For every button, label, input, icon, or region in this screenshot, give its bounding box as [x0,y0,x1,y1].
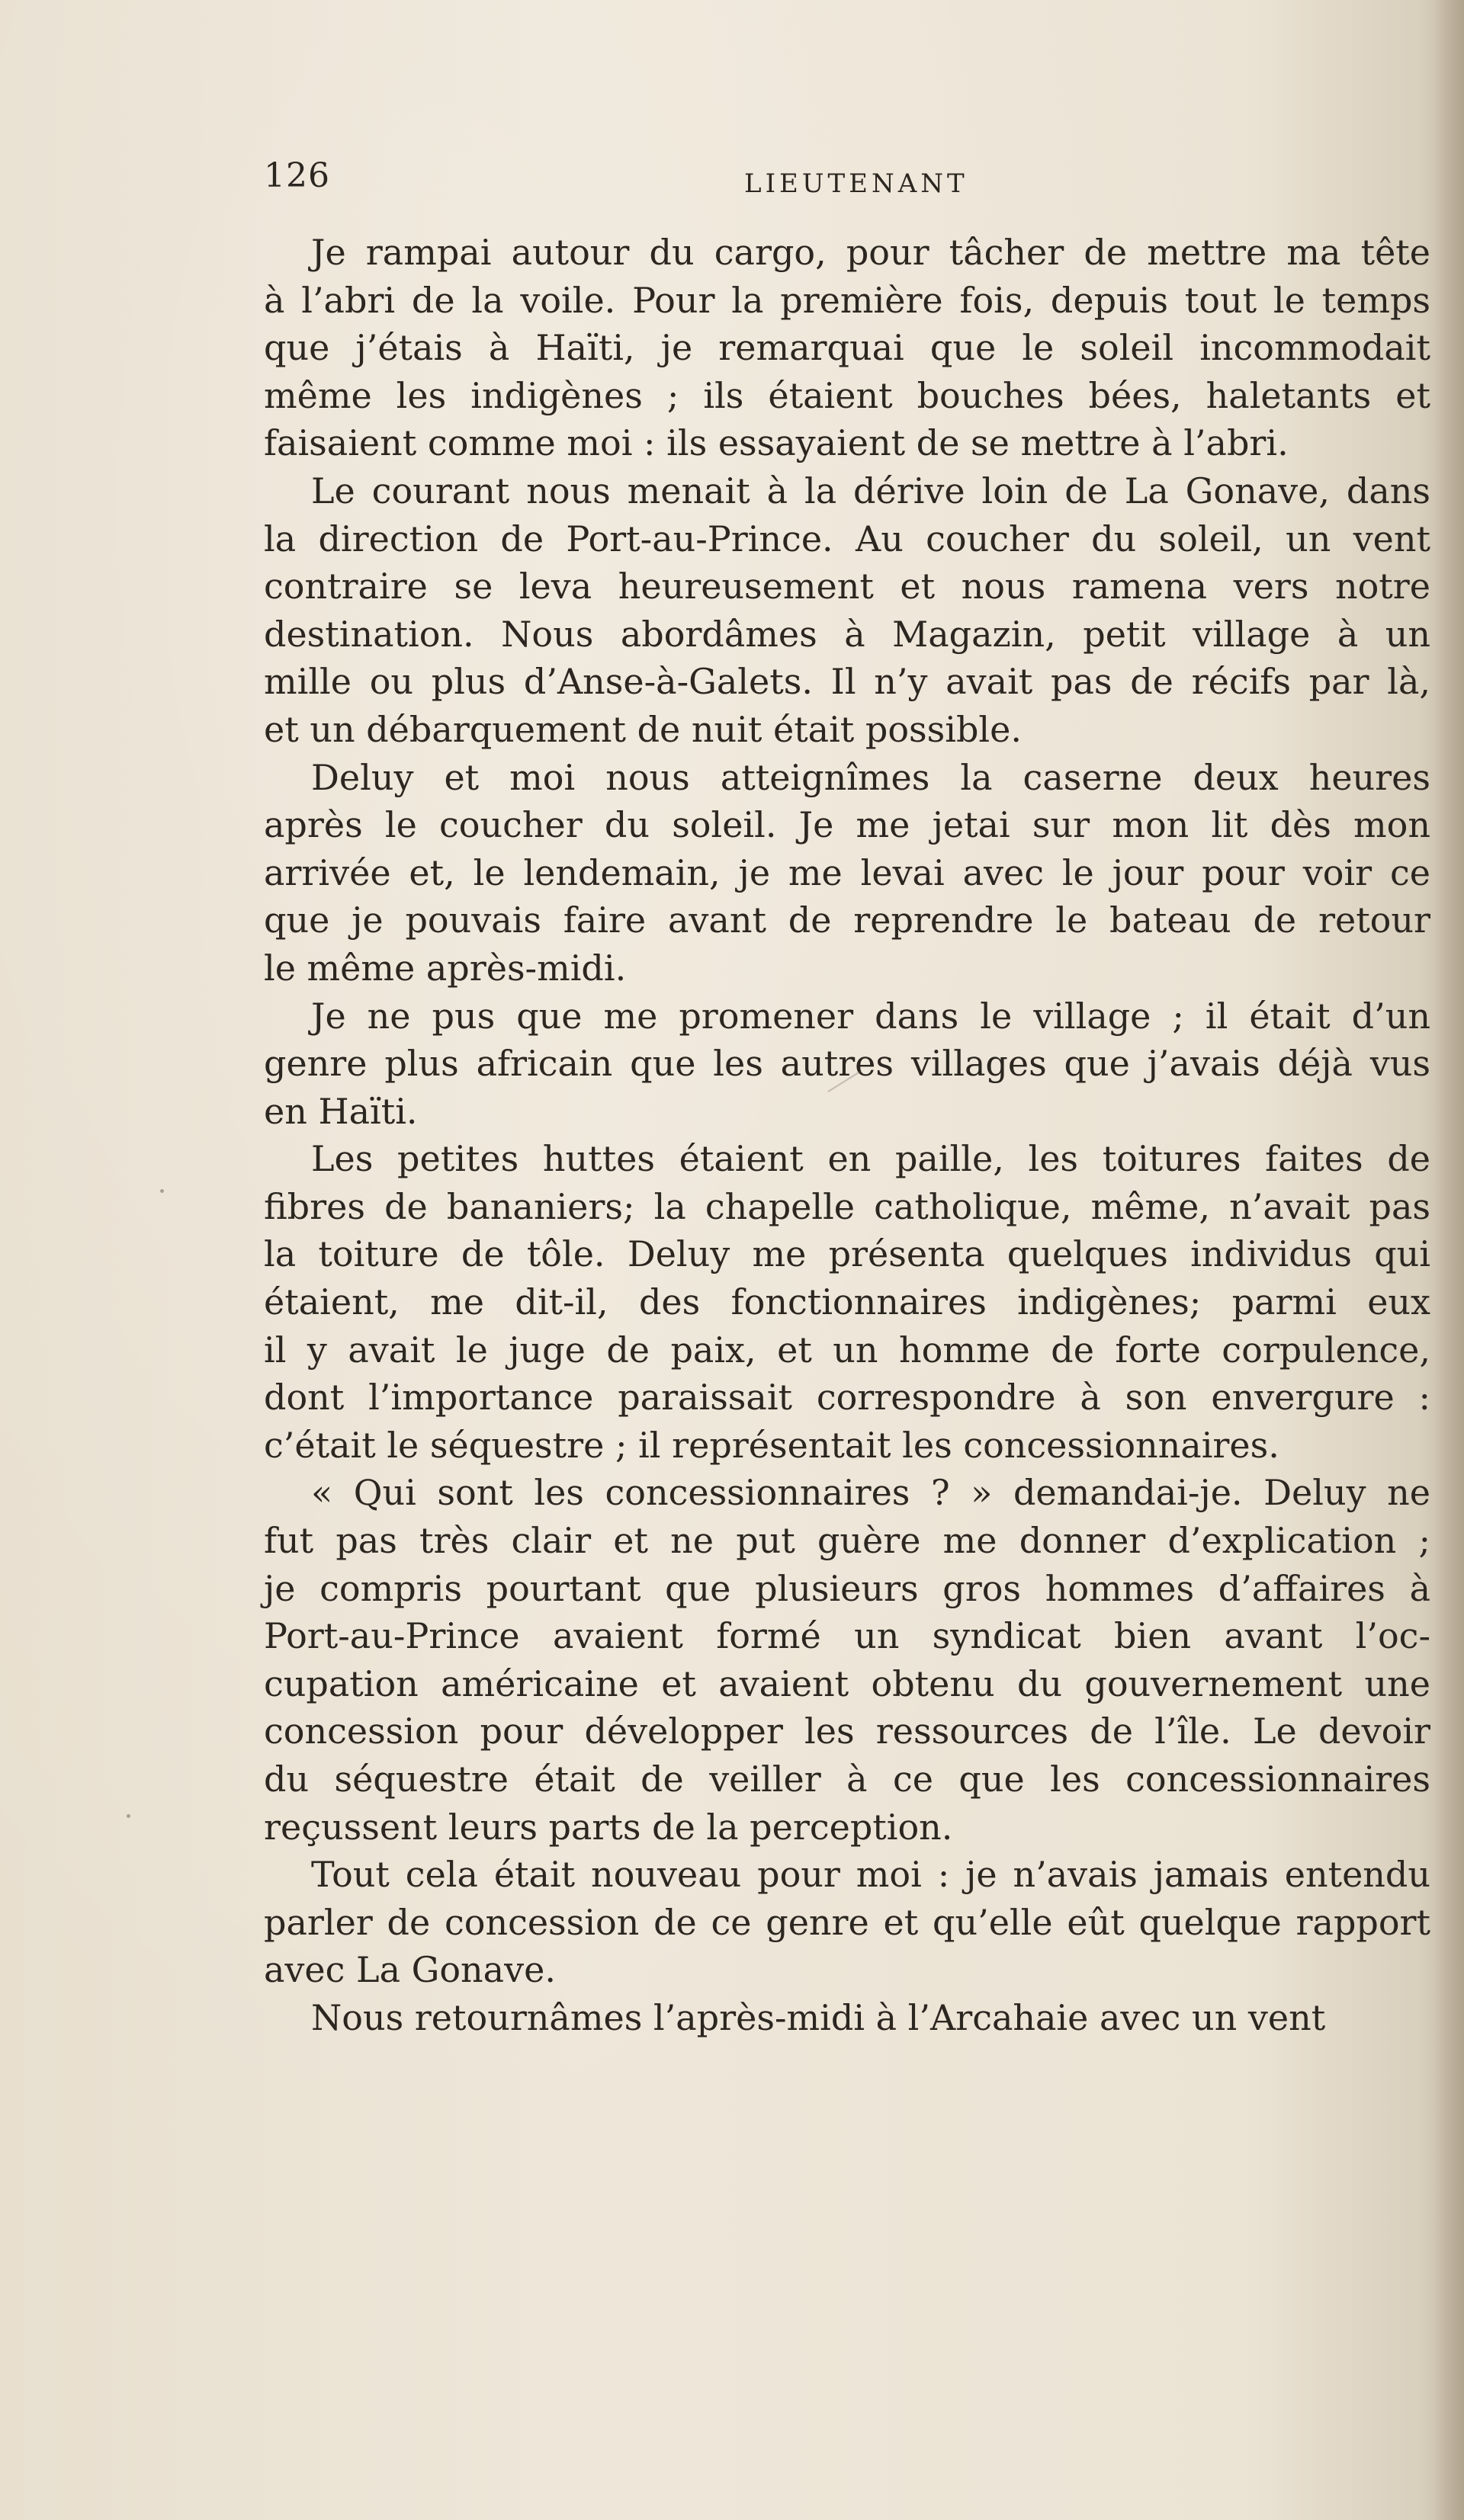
text-line: que je pouvais faire avant de reprendre le bateau de retour [264,899,1430,941]
text-line: du séquestre était de veiller à ce que les concessionnaires [264,1759,1430,1800]
text-line: étaient, me dit-il, des fonctionnaires indigènes; parmi eux [264,1281,1430,1323]
text-line: contraire se leva heureusement et nous ramena vers notre [264,566,1430,608]
text-line: genre plus africain que les autres villages que j’avais déjà vus [264,1043,1430,1085]
text-line: faisaient comme moi : ils essayaient de se mettre à l’abri. [264,422,1289,464]
text-line: la toiture de tôle. Deluy me présenta quelques individus qui [264,1233,1430,1275]
text-line: et un débarquement de nuit était possible. [264,708,1022,750]
text-line: Tout cela était nouveau pour moi : je n’avais jamais entendu [311,1854,1430,1896]
text-line: arrivée et, le lendemain, je me levai avec le jour pour voir ce [264,851,1430,893]
text-line: Port-au-Prince avaient formé un syndicat bien avant l’oc- [264,1615,1430,1657]
text-line: fut pas très clair et ne put guère me donner d’explication ; [264,1520,1430,1562]
text-line: dont l’importance paraissait correspondre à son envergure : [264,1377,1430,1419]
text-line: je compris pourtant que plusieurs gros hommes d’affaires à [264,1567,1430,1609]
text-line: il y avait le juge de paix, et un homme de forte corpulence, [264,1329,1430,1371]
page-edge-shadow [1434,0,1464,2520]
text-line: Je ne pus que me promener dans le village ; il était d’un [311,995,1430,1037]
paper-speck [127,1814,130,1818]
paper-speck [160,1189,164,1193]
text-line: destination. Nous abordâmes à Magazin, petit village à un [264,613,1430,655]
text-line: Je rampai autour du cargo, pour tâcher de mettre ma tête [311,232,1430,273]
text-line: avec La Gonave. [264,1949,556,1991]
text-line: Deluy et moi nous atteignîmes la caserne deux heures [311,756,1430,798]
text-line: en Haïti. [264,1090,418,1132]
page-number: 126 [264,156,330,195]
text-line: après le coucher du soleil. Je me jetai sur mon lit dès mon [264,804,1430,846]
text-line: Les petites huttes étaient en paille, les toitures faites de [311,1138,1430,1180]
text-line: cupation américaine et avaient obtenu du gouvernement une [264,1662,1430,1704]
text-line: le même après-midi. [264,947,627,989]
text-line: concession pour développer les ressources de l’île. Le devoir [264,1710,1430,1752]
running-head: LIEUTENANT [744,168,968,199]
text-line: mille ou plus d’Anse-à-Galets. Il n’y avait pas de récifs par là, [264,661,1430,703]
text-line: c’était le séquestre ; il représentait les concessionnaires. [264,1424,1279,1466]
text-line: parler de concession de ce genre et qu’elle eût quelque rapport [264,1901,1430,1943]
text-line: la direction de Port-au-Prince. Au coucher du soleil, un vent [264,518,1430,559]
text-line: Nous retournâmes l’après-midi à l’Arcahaie avec un vent [311,1996,1326,2038]
text-line: Le courant nous menait à la dérive loin de La Gonave, dans [311,470,1430,511]
text-line: fibres de bananiers; la chapelle catholique, même, n’avait pas [264,1185,1430,1227]
text-line: reçussent leurs parts de la perception. [264,1806,953,1848]
text-line: « Qui sont les concessionnaires ? » demandai-je. Deluy ne [311,1472,1430,1514]
body-text [264,229,1430,2042]
text-line: que j’étais à Haïti, je remarquai que le soleil incommodait [264,327,1430,369]
text-line: même les indigènes ; ils étaient bouches bées, haletants et [264,374,1430,416]
page-header [264,156,1430,210]
text-line: à l’abri de la voile. Pour la première fois, depuis tout le temps [264,279,1430,321]
